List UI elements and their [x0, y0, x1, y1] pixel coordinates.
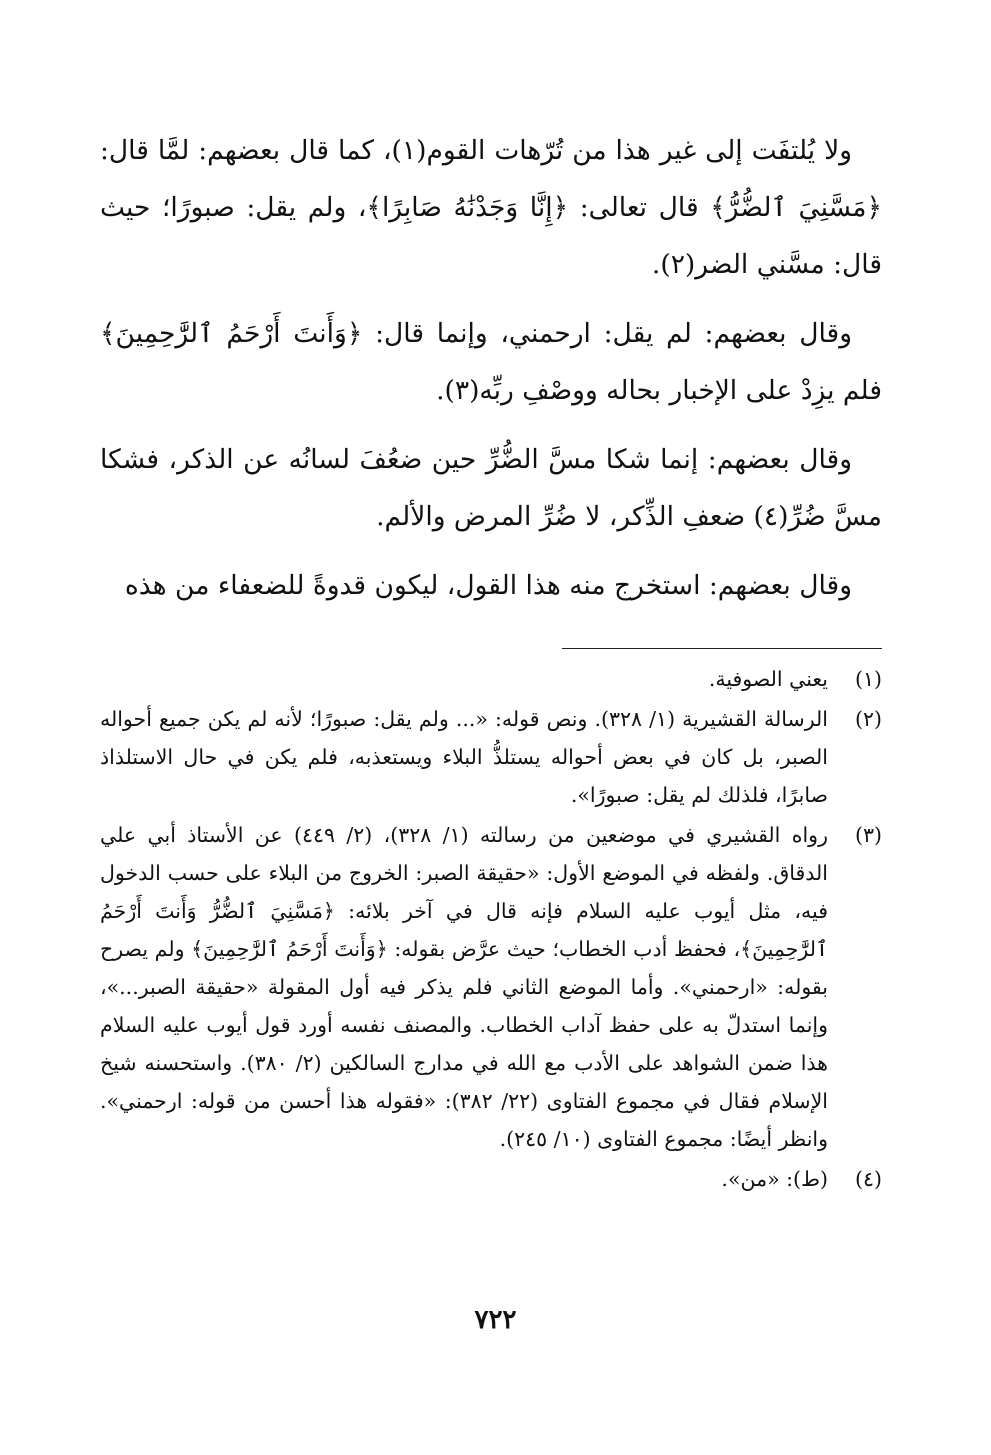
footnote-text: الرسالة القشيرية (١/ ٣٢٨). ونص قوله: «... ولم يقل: صبورًا؛ لأنه لم يكن جميع أحواله الصبر، بل كان في بعض أحواله يستلذُّ البلاء ويستعذبه، فلم يكن في حال الاستلذاذ صابرًا، فلذلك لم يقل: صبورًا». [100, 707, 828, 807]
footnote-text: (ط): «من». [721, 1167, 828, 1191]
footnote-number: (٢) [854, 707, 882, 731]
main-text [100, 122, 882, 626]
paragraph-2: وقال بعضهم: لم يقل: ارحمني، وإنما قال: ﴿وَأَنتَ أَرْحَمُ ٱلرَّٰحِمِينَ﴾ فلم يزِدْ على الإخبار بحاله ووصْفِ ربِّه(٣). [100, 318, 882, 406]
footnote-3 [100, 816, 882, 1158]
footnotes [100, 660, 882, 1200]
footnote-number: (٣) [854, 823, 882, 847]
footnote-4 [100, 1160, 882, 1198]
footnote-number: (١) [854, 667, 882, 691]
paragraph-3: وقال بعضهم: إنما شكا مسَّ الضُّرِّ حين ضعُفَ لسانُه عن الذكر، فشكا مسَّ ضُرِّ(٤) ضعفِ الذِّكر، لا ضُرِّ المرض والألم. [100, 444, 882, 532]
footnote-1 [100, 660, 882, 698]
footnote-number: (٤) [854, 1167, 882, 1191]
page-number: ٧٢٢ [474, 1305, 517, 1335]
footnote-separator [562, 648, 882, 649]
paragraph-4: وقال بعضهم: استخرج منه هذا القول، ليكون قدوةً للضعفاء من هذه [124, 570, 852, 601]
footnote-text: يعني الصوفية. [708, 667, 828, 691]
footnote-2 [100, 700, 882, 814]
footnote-text: رواه القشيري في موضعين من رسالته (١/ ٣٢٨)، (٢/ ٤٤٩) عن الأستاذ أبي علي الدقاق. ولفظه في الموضع الأول: «حقيقة الصبر: الخروج من البلاء على حسب الدخول فيه، مثل أيوب عليه السلام فإنه قال في آخر بلائه: ﴿مَسَّنِيَ ٱلضُّرُّ وَأَنتَ أَرْحَمُ ٱلرَّٰحِمِينَ﴾، فحفظ أدب الخطاب؛ حيث عرَّض بقوله: ﴿وَأَنتَ أَرْحَمُ ٱلرَّٰحِمِينَ﴾ ولم يصرح بقوله: «ارحمني». وأما الموضع الثاني فلم يذكر فيه أول المقولة «حقيقة الصبر...»، وإنما استدلّ به على حفظ آداب الخطاب. والمصنف نفسه أورد قول أيوب عليه السلام هذا ضمن الشواهد على الأدب مع الله في مدارج السالكين (٢/ ٣٨٠). واستحسنه شيخ الإسلام فقال في مجموع الفتاوى (٢٢/ ٣٨٢): «فقوله هذا أحسن من قوله: ارحمني». وانظر أيضًا: مجموع الفتاوى (١٠/ ٢٤٥). [100, 823, 828, 1151]
paragraph-1: ولا يُلتفَت إلى غير هذا من تُرّهات القوم(١)، كما قال بعضهم: لمَّا قال: ﴿مَسَّنِيَ ٱلضُّرُّ﴾ قال تعالى: ﴿إِنَّا وَجَدْنَٰهُ صَابِرًا﴾، ولم يقل: صبورًا؛ حيث قال: مسَّني الضر(٢). [100, 135, 882, 280]
